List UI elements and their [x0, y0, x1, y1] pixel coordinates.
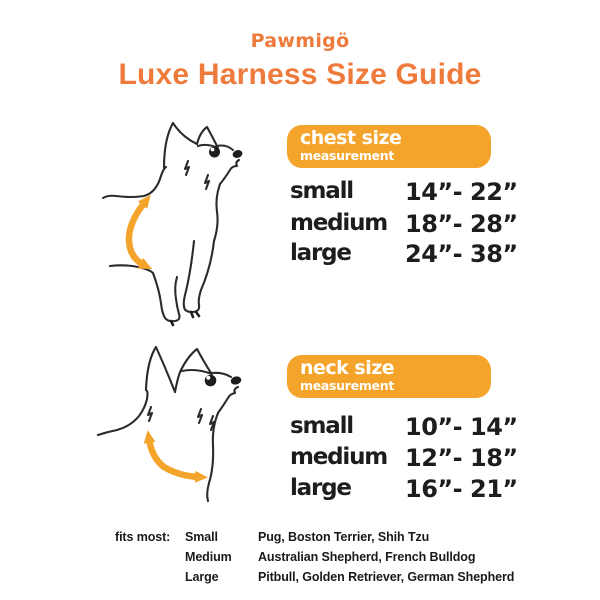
- chest-measure-arrow-icon: [129, 202, 145, 265]
- fits-most-size: Large: [185, 570, 219, 584]
- eye-highlight: [206, 376, 210, 380]
- dog-head-illustration: [95, 343, 270, 508]
- neck-badge-title: neck size: [300, 357, 395, 379]
- size-value: 12”- 18”: [405, 444, 518, 472]
- size-label: large: [290, 475, 351, 501]
- size-label: small: [290, 413, 353, 439]
- size-label: medium: [290, 444, 388, 470]
- dog-outline: [103, 123, 243, 325]
- size-value: 14”- 22”: [405, 178, 518, 206]
- eye-highlight: [211, 148, 215, 152]
- size-label: large: [290, 240, 351, 266]
- fits-most-breeds: Pug, Boston Terrier, Shih Tzu: [258, 530, 430, 544]
- size-value: 24”- 38”: [405, 240, 518, 268]
- dog-outline: [98, 347, 242, 501]
- fits-most-label: fits most:: [115, 530, 171, 544]
- page-title: Luxe Harness Size Guide: [118, 58, 482, 91]
- chest-size-row: [290, 240, 518, 268]
- size-value: 16”- 21”: [405, 475, 518, 503]
- size-label: small: [290, 178, 353, 204]
- eye: [205, 375, 217, 387]
- neck-size-row: [290, 444, 518, 472]
- fits-most-size: Medium: [185, 550, 232, 564]
- fits-most-size: Small: [185, 530, 218, 544]
- chest-size-badge: [287, 125, 491, 168]
- neck-badge-subtitle: measurement: [300, 378, 394, 393]
- fits-most-breeds: Australian Shepherd, French Bulldog: [258, 550, 476, 564]
- neck-measure-arrow-icon: [149, 439, 199, 477]
- chest-badge-title: chest size: [300, 127, 402, 149]
- size-value: 10”- 14”: [405, 413, 518, 441]
- chest-size-row: [290, 210, 518, 238]
- brand-logo: Pawmigö: [250, 30, 350, 52]
- eye: [209, 147, 220, 158]
- neck-size-badge: [287, 355, 491, 398]
- chest-badge-subtitle: measurement: [300, 148, 394, 163]
- size-value: 18”- 28”: [405, 210, 518, 238]
- fits-most-breeds: Pitbull, Golden Retriever, German Shepherd: [258, 570, 515, 584]
- dog-side-illustration: [100, 115, 270, 335]
- neck-size-row: [290, 413, 518, 441]
- chest-size-row: [290, 178, 518, 206]
- size-label: medium: [290, 210, 388, 236]
- neck-size-row: [290, 475, 518, 503]
